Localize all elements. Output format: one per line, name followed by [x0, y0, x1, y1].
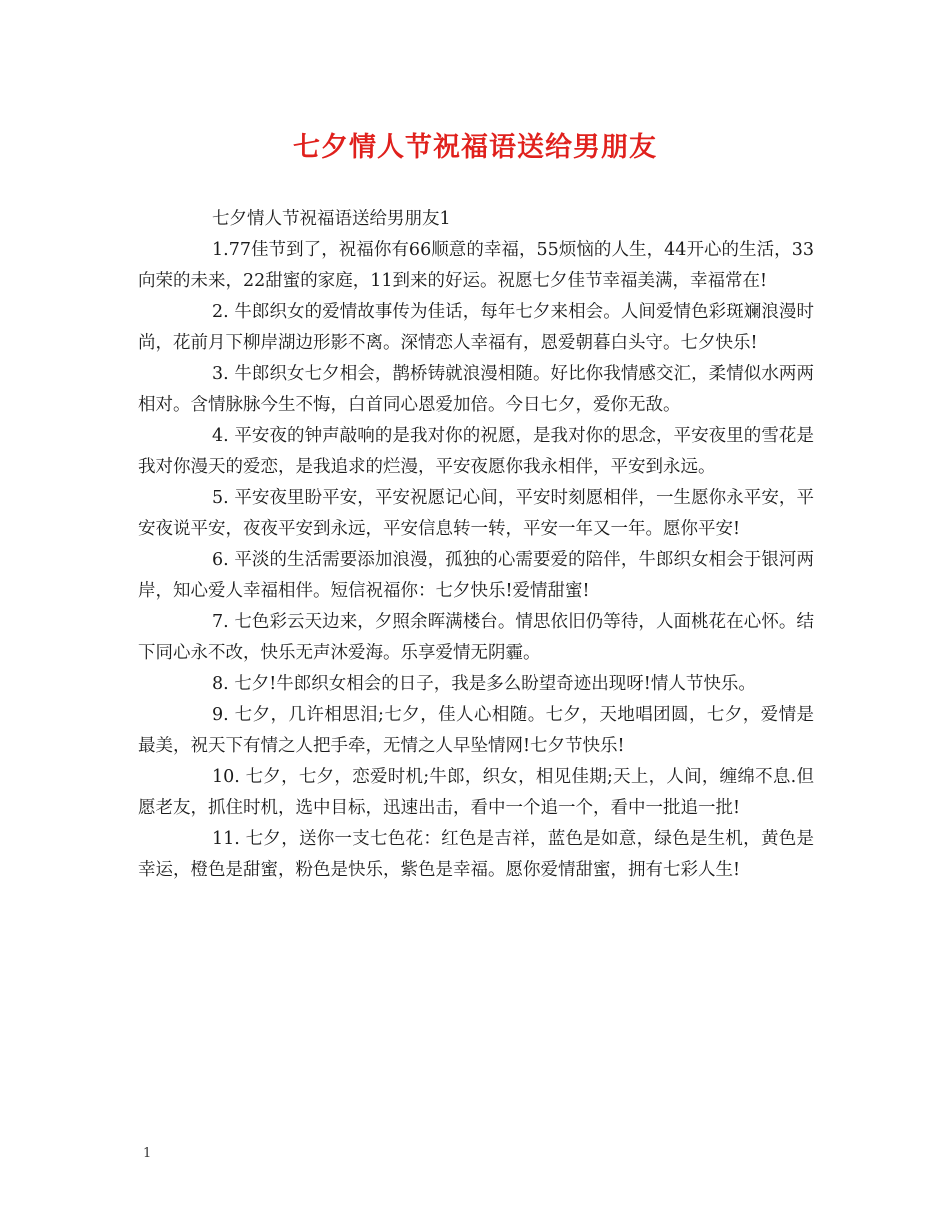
paragraph-5: 5. 平安夜里盼平安，平安祝愿记心间，平安时刻愿相伴，一生愿你永平安，平安夜说平安，夜夜平安到永远，平安信息转一转，平安一年又一年。愿你平安!	[138, 488, 814, 539]
document-body	[138, 204, 814, 886]
paragraph-4: 4. 平安夜的钟声敲响的是我对你的祝愿，是我对你的思念，平安夜里的雪花是我对你漫天的爱恋，是我追求的烂漫，平安夜愿你我永相伴，平安到永远。	[138, 426, 814, 477]
document-subtitle: 七夕情人节祝福语送给男朋友1	[212, 209, 451, 229]
document-title: 七夕情人节祝福语送给男朋友	[293, 132, 657, 163]
paragraph-11: 11. 七夕，送你一支七色花：红色是吉祥，蓝色是如意，绿色是生机，黄色是幸运，橙色是甜蜜，粉色是快乐，紫色是幸福。愿你爱情甜蜜，拥有七彩人生!	[138, 829, 814, 880]
paragraph-2: 2. 牛郎织女的爱情故事传为佳话，每年七夕来相会。人间爱情色彩斑斓浪漫时尚，花前月下柳岸湖边形影不离。深情恋人幸福有，恩爱朝暮白头守。七夕快乐!	[138, 302, 814, 353]
paragraph-6: 6. 平淡的生活需要添加浪漫，孤独的心需要爱的陪伴，牛郎织女相会于银河两岸，知心爱人幸福相伴。短信祝福你：七夕快乐!爱情甜蜜!	[138, 550, 814, 601]
paragraph-1: 1.77佳节到了，祝福你有66顺意的幸福，55烦恼的人生，44开心的生活，33向荣的未来，22甜蜜的家庭，11到来的好运。祝愿七夕佳节幸福美满，幸福常在!	[138, 240, 814, 291]
paragraph-7: 7. 七色彩云天边来，夕照余晖满楼台。情思依旧仍等待，人面桃花在心怀。结下同心永不改，快乐无声沐爱海。乐享爱情无阴霾。	[138, 612, 814, 663]
paragraph-9: 9. 七夕，几许相思泪;七夕，佳人心相随。七夕，天地唱团圆，七夕，爱情是最美，祝天下有情之人把手牵，无情之人早坠情网!七夕节快乐!	[138, 705, 814, 756]
paragraph-8: 8. 七夕!牛郎织女相会的日子，我是多么盼望奇迹出现呀!情人节快乐。	[212, 674, 756, 694]
paragraph-3: 3. 牛郎织女七夕相会，鹊桥铸就浪漫相随。好比你我情感交汇，柔情似水两两相对。含情脉脉今生不悔，白首同心恩爱加倍。今日七夕，爱你无敌。	[138, 364, 814, 415]
page-number: 1	[143, 1146, 152, 1161]
paragraph-10: 10. 七夕，七夕，恋爱时机;牛郎，织女，相见佳期;天上，人间，缠绵不息.但愿老友，抓住时机，选中目标，迅速出击，看中一个追一个，看中一批追一批!	[138, 767, 814, 818]
